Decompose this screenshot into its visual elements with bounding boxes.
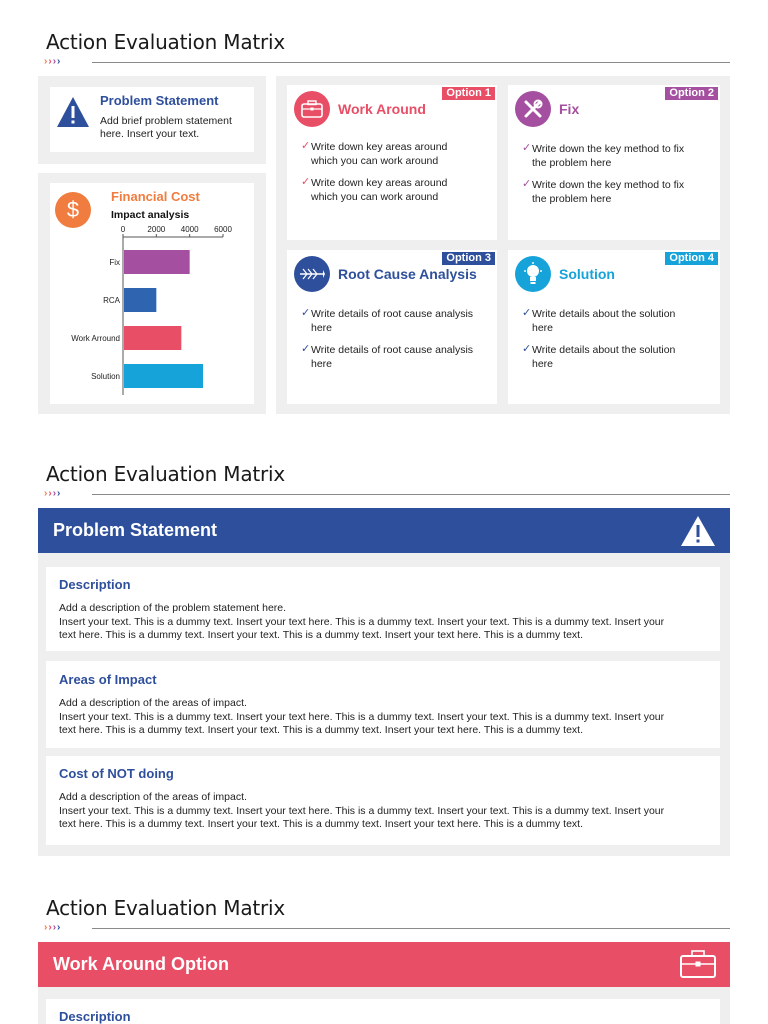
briefcase-icon [680,950,716,978]
section-body: Add a description of the areas of impact. Insert your text. This is a dummy text. Insert your text here. This is a dummy text. Insert your text. This is a dummy text. Insert your text here. This is a dummy text. Insert your text. This is a dummy text. Insert your text here. This is a dummy text. [59,791,665,830]
dollar-icon: $ [55,192,91,228]
warning-icon [56,96,90,128]
areas-of-impact-section [46,661,720,748]
option-card-2 [508,85,720,240]
option-card-3 [287,250,497,404]
chart-subtitle: Impact analysis [111,209,190,221]
x-tick-label: 4000 [180,225,199,234]
option-tag-4: Option 4 [665,252,718,265]
option-title-2: Fix [559,101,580,117]
chevron-decoration: ›››› [44,488,62,499]
option3-bullet-2: ✓ Write details of root cause analysis here [301,343,474,370]
option-card-4 [508,250,720,404]
option-title-3: Root Cause Analysis [338,266,477,282]
work-around-banner-title: Work Around Option [53,954,229,974]
tools-icon [515,91,551,127]
section-body: Add a description of the areas of impact. Insert your text. This is a dummy text. Insert your text here. This is a dummy text. Insert your text. This is a dummy text. Insert your text here. This is a dummy text. Insert your text. This is a dummy text. Insert your text here. This is a dummy text. [59,697,665,736]
option3-bullet-1: ✓ Write details of root cause analysis here [301,307,474,334]
problem-title: Problem Statement [100,93,219,108]
option-tag-1: Option 1 [442,87,495,100]
warning-icon [680,515,716,547]
bar-solution [124,364,203,388]
option2-bullet-1: ✓ Write down the key method to fix the problem here [522,142,685,169]
financial-title: Financial Cost [111,189,200,204]
problem-banner-title: Problem Statement [53,520,218,540]
x-tick-label: 0 [120,225,126,234]
chevron-decoration: ›››› [44,56,62,67]
title-divider [92,494,730,495]
option-title-1: Work Around [338,101,426,117]
option4-bullet-2: ✓ Write details about the solution here [522,343,676,370]
slide1-title: Action Evaluation Matrix [46,30,286,54]
category-label: Solution [91,372,120,381]
slide3-title: Action Evaluation Matrix [46,896,286,920]
section-heading: Cost of NOT doing [59,766,174,781]
description-section [46,567,720,651]
category-label: Work Arround [71,334,120,343]
briefcase-icon [294,91,330,127]
chevron-decoration: ›››› [44,922,62,933]
fishbone-icon [294,256,330,292]
option1-bullet-1: ✓ Write down key areas around which you can work around [301,140,448,167]
bar-work-arround [124,326,181,350]
option-card-1 [287,85,497,240]
section-heading: Areas of Impact [59,672,157,687]
option-title-4: Solution [559,266,615,282]
section-heading: Description [59,1009,131,1024]
problem-banner [38,508,730,553]
category-label: RCA [103,296,120,305]
x-tick-label: 6000 [214,225,232,234]
work-around-description-section [46,999,720,1024]
category-label: Fix [109,258,120,267]
option-tag-3: Option 3 [442,252,495,265]
section-body: Add a description of the problem statement here. Insert your text. This is a dummy text. Insert your text here. This is a dummy text. Insert your text. This is a dummy text. Insert your text here. This is a dummy text. Insert your text. This is a dummy text. Insert your text here. This is a dummy text. [59,602,665,641]
slide2-title: Action Evaluation Matrix [46,462,286,486]
lightbulb-icon [515,256,551,292]
option-tag-2: Option 2 [665,87,718,100]
bar-fix [124,250,190,274]
problem-text-line1: Add brief problem statement [100,115,232,127]
title-divider [92,928,730,929]
title-divider [92,62,730,63]
bar-rca [124,288,156,312]
option2-bullet-2: ✓ Write down the key method to fix the problem here [522,178,685,205]
x-tick-label: 2000 [147,225,166,234]
work-around-banner [38,942,730,987]
option1-bullet-2: ✓ Write down key areas around which you can work around [301,176,448,203]
impact-bar-chart [50,225,254,405]
cost-of-not-doing-section [46,756,720,845]
problem-text-line2: here. Insert your text. [100,128,200,140]
option4-bullet-1: ✓ Write details about the solution here [522,307,676,334]
problem-card [50,87,254,152]
section-heading: Description [59,577,131,592]
